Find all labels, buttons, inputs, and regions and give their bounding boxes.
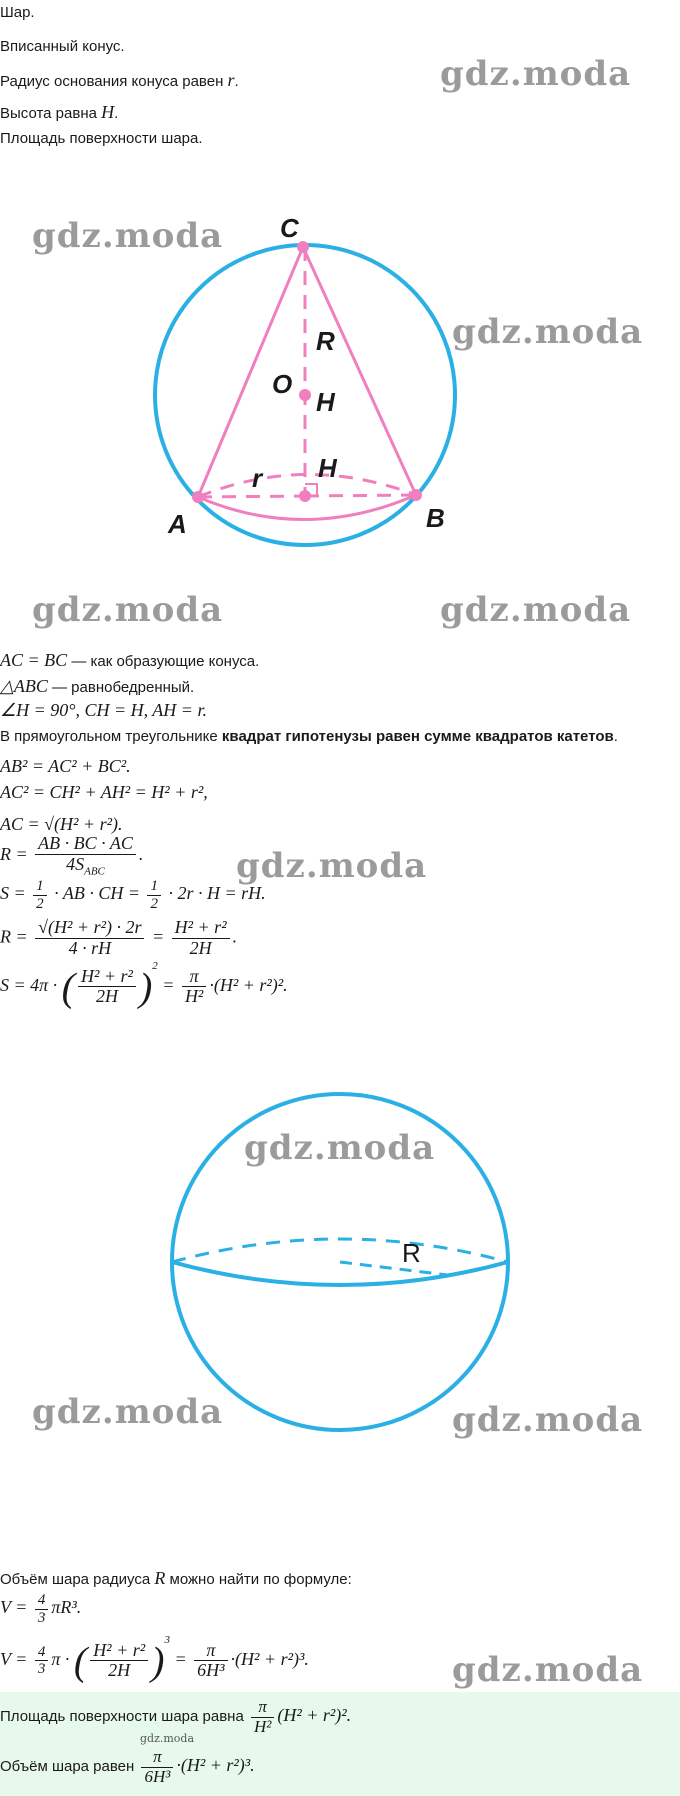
v1-tail: πR³. xyxy=(51,1597,82,1618)
answer-area-tail: (H² + r²)². xyxy=(277,1705,352,1726)
answer-volume-fraction xyxy=(141,1748,173,1786)
formula-5-end: · 2r · H = rH. xyxy=(168,883,266,904)
v1-lhs: V = xyxy=(0,1597,28,1618)
given-line-4-end: . xyxy=(114,105,119,122)
equator-front xyxy=(172,1262,508,1285)
formula-7-fraction xyxy=(78,967,136,1008)
given-line-5: Площадь поверхности шара. xyxy=(0,130,203,147)
cone-in-sphere-diagram xyxy=(140,205,480,565)
formula-6-den-1: 4 · rH xyxy=(68,937,112,958)
radius-line xyxy=(198,496,305,497)
var-H: H xyxy=(101,102,115,122)
formula-6-num-1: √(H² + r²) · 2r xyxy=(35,918,144,939)
point-o xyxy=(299,389,311,401)
formula-6-fraction-2 xyxy=(172,918,230,959)
watermark: gdz.moda xyxy=(440,54,632,94)
formula-5-lhs: S = xyxy=(0,883,26,904)
given-line-4-text: Высота равна xyxy=(0,105,102,122)
solution-line-1 xyxy=(0,650,259,671)
v2-pi-den: 6H³ xyxy=(197,1660,225,1681)
formula-6: R = $\frac{\text{√(H² + r²) · 2r}}{4 \cdot rH}$ = $\frac{\text{H² + r²}}{2H}$ . xyxy=(0,917,238,958)
formula-6-lhs: R = xyxy=(0,926,28,947)
volume-intro xyxy=(0,1568,352,1589)
volume-intro-text: Объём шара радиуса xyxy=(0,1571,155,1588)
paren-open: ( xyxy=(73,1638,88,1684)
answer-area-fraction xyxy=(251,1698,274,1736)
formula-5-half-1 xyxy=(33,878,47,912)
watermark: gdz.moda xyxy=(32,590,224,630)
formula-4-numerator: AB · BC · AC xyxy=(35,834,136,855)
a2-den: 6H³ xyxy=(144,1766,171,1786)
point-b xyxy=(410,489,422,501)
a1-den: H² xyxy=(253,1716,272,1736)
formula-4: R = $\frac{AB \cdot BC \cdot AC}{4S_{ABC}}$ . xyxy=(0,833,144,878)
watermark: gdz.moda xyxy=(244,1128,436,1168)
var-r: r xyxy=(227,70,235,90)
watermark: gdz.moda xyxy=(452,312,644,352)
half-den: 2 xyxy=(150,895,158,912)
answer-volume-text: Объём шара равен xyxy=(0,1758,139,1776)
formula-6-num-2: H² + r² xyxy=(172,918,230,939)
formula-6-den-2: 2H xyxy=(189,937,212,958)
watermark: gdz.moda xyxy=(452,1650,644,1690)
answer-block xyxy=(0,1692,680,1796)
solution-line-2 xyxy=(0,676,194,697)
given-line-4 xyxy=(0,102,118,123)
equator-back xyxy=(172,1239,508,1262)
answer-area xyxy=(0,1698,351,1736)
paren-close: ) xyxy=(151,1638,165,1684)
formula-7-pi-num: π xyxy=(182,967,206,988)
label-a: A xyxy=(168,509,187,539)
solution-line-2-text: — равнобедренный. xyxy=(47,679,195,696)
label-h-center: H xyxy=(316,387,335,417)
v2-pow: 3 xyxy=(164,1634,170,1646)
formula-7-pow: 2 xyxy=(152,960,158,972)
v1-num: 4 xyxy=(35,1592,49,1610)
a2-num: π xyxy=(141,1748,173,1768)
formula-4-fraction xyxy=(35,834,136,877)
formula-7-den: 2H xyxy=(95,986,118,1007)
watermark: gdz.moda xyxy=(236,846,428,886)
paren-close: ) xyxy=(138,964,153,1010)
given-line-3-end: . xyxy=(234,73,239,90)
pythagoras-rule: квадрат гипотенузы равен сумме квадратов катетов xyxy=(221,728,614,745)
label-b: B xyxy=(426,503,445,533)
half-num: 1 xyxy=(33,878,47,896)
v2-tail: ·(H² + r²)³. xyxy=(230,1649,309,1669)
formula-7-pi-fraction xyxy=(182,967,206,1008)
solution-line-4 xyxy=(0,728,618,745)
label-o: O xyxy=(272,369,293,399)
formula-6-fraction-1 xyxy=(35,918,144,959)
a1-num: π xyxy=(251,1698,274,1718)
v2-pi-fraction xyxy=(194,1641,227,1682)
watermark: gdz.moda xyxy=(452,1400,644,1440)
volume-intro-end: можно найти по формуле: xyxy=(165,1571,352,1588)
v2-num-2: H² + r² xyxy=(90,1641,148,1662)
watermark: gdz.moda xyxy=(440,590,632,630)
radius-dashed xyxy=(340,1262,456,1276)
v2-fraction-2 xyxy=(90,1641,148,1682)
answer-area-text: Площадь поверхности шара равна xyxy=(0,1708,248,1726)
formula-4-denominator xyxy=(35,855,136,878)
v2-den-1: 3 xyxy=(37,1661,46,1678)
watermark-small: gdz.moda xyxy=(140,1732,195,1745)
formula-6-eq: = xyxy=(151,926,165,947)
math-ac-bc: AC = BC xyxy=(0,650,68,670)
formula-7-pi-den: H² xyxy=(184,986,204,1007)
v2-eq: = xyxy=(174,1649,187,1669)
volume-formula-1 xyxy=(0,1592,81,1626)
formula-5 xyxy=(0,878,266,912)
sphere-diagram xyxy=(160,1090,520,1440)
formula-4-den-main: 4S xyxy=(66,853,85,874)
formula-7 xyxy=(0,960,288,1010)
formula-1: AB² = AC² + BC². xyxy=(0,756,131,776)
given-line-1: Шар. xyxy=(0,4,35,21)
watermark: gdz.moda xyxy=(32,216,224,256)
volume-formula-2 xyxy=(0,1634,309,1684)
formula-7-eq: = xyxy=(162,975,175,995)
label-R: R xyxy=(316,326,335,356)
point-a xyxy=(192,491,204,503)
given-line-3-text: Радиус основания конуса равен xyxy=(0,73,228,90)
answer-volume-tail: ·(H² + r²)³. xyxy=(176,1755,255,1776)
formula-3: AC = √(H² + r²). xyxy=(0,814,123,834)
label-sphere-R: R xyxy=(402,1238,421,1268)
v1-den: 3 xyxy=(37,1609,46,1626)
formula-2: AC² = CH² + AH² = H² + r², xyxy=(0,782,208,802)
formula-5-half-2 xyxy=(147,878,161,912)
solution-line-3: ∠H = 90°, CH = H, AH = r. xyxy=(0,700,207,720)
answer-volume xyxy=(0,1748,255,1786)
var-R: R xyxy=(154,1568,166,1588)
radius-line-right xyxy=(305,495,416,496)
math-triangle: △ABC xyxy=(0,676,48,696)
watermark: gdz.moda xyxy=(32,1392,224,1432)
v2-lhs: V = xyxy=(0,1649,28,1669)
solution-line-4-text: В прямоугольном треугольнике xyxy=(0,728,222,745)
v2-mid: π · xyxy=(51,1649,70,1669)
formula-7-tail: ·(H² + r²)². xyxy=(209,975,288,995)
formula-5-mid: · AB · CH = xyxy=(54,883,140,904)
formula-7-num: H² + r² xyxy=(78,967,136,988)
v2-den-2: 2H xyxy=(108,1660,131,1681)
given-line-3 xyxy=(0,70,239,91)
label-c: C xyxy=(280,213,299,243)
solution-line-1-text: — как образующие конуса. xyxy=(67,653,260,670)
v1-fraction xyxy=(35,1592,49,1626)
point-c xyxy=(297,241,309,253)
label-r: r xyxy=(252,463,263,493)
v2-fraction-1 xyxy=(35,1644,49,1678)
half-num: 1 xyxy=(147,878,161,896)
formula-4-den-sub: ABC xyxy=(84,865,105,878)
point-h xyxy=(299,490,311,502)
v2-pi-num: π xyxy=(194,1641,227,1662)
paren-open: ( xyxy=(61,964,75,1010)
half-den: 2 xyxy=(36,895,44,912)
given-line-2: Вписанный конус. xyxy=(0,38,125,55)
solution-line-4-end: . xyxy=(613,728,618,745)
formula-4-lhs: R = xyxy=(0,843,28,864)
v2-num-1: 4 xyxy=(35,1644,49,1662)
formula-7-lhs: S = 4π · xyxy=(0,975,58,995)
label-h-base: H xyxy=(318,453,337,483)
